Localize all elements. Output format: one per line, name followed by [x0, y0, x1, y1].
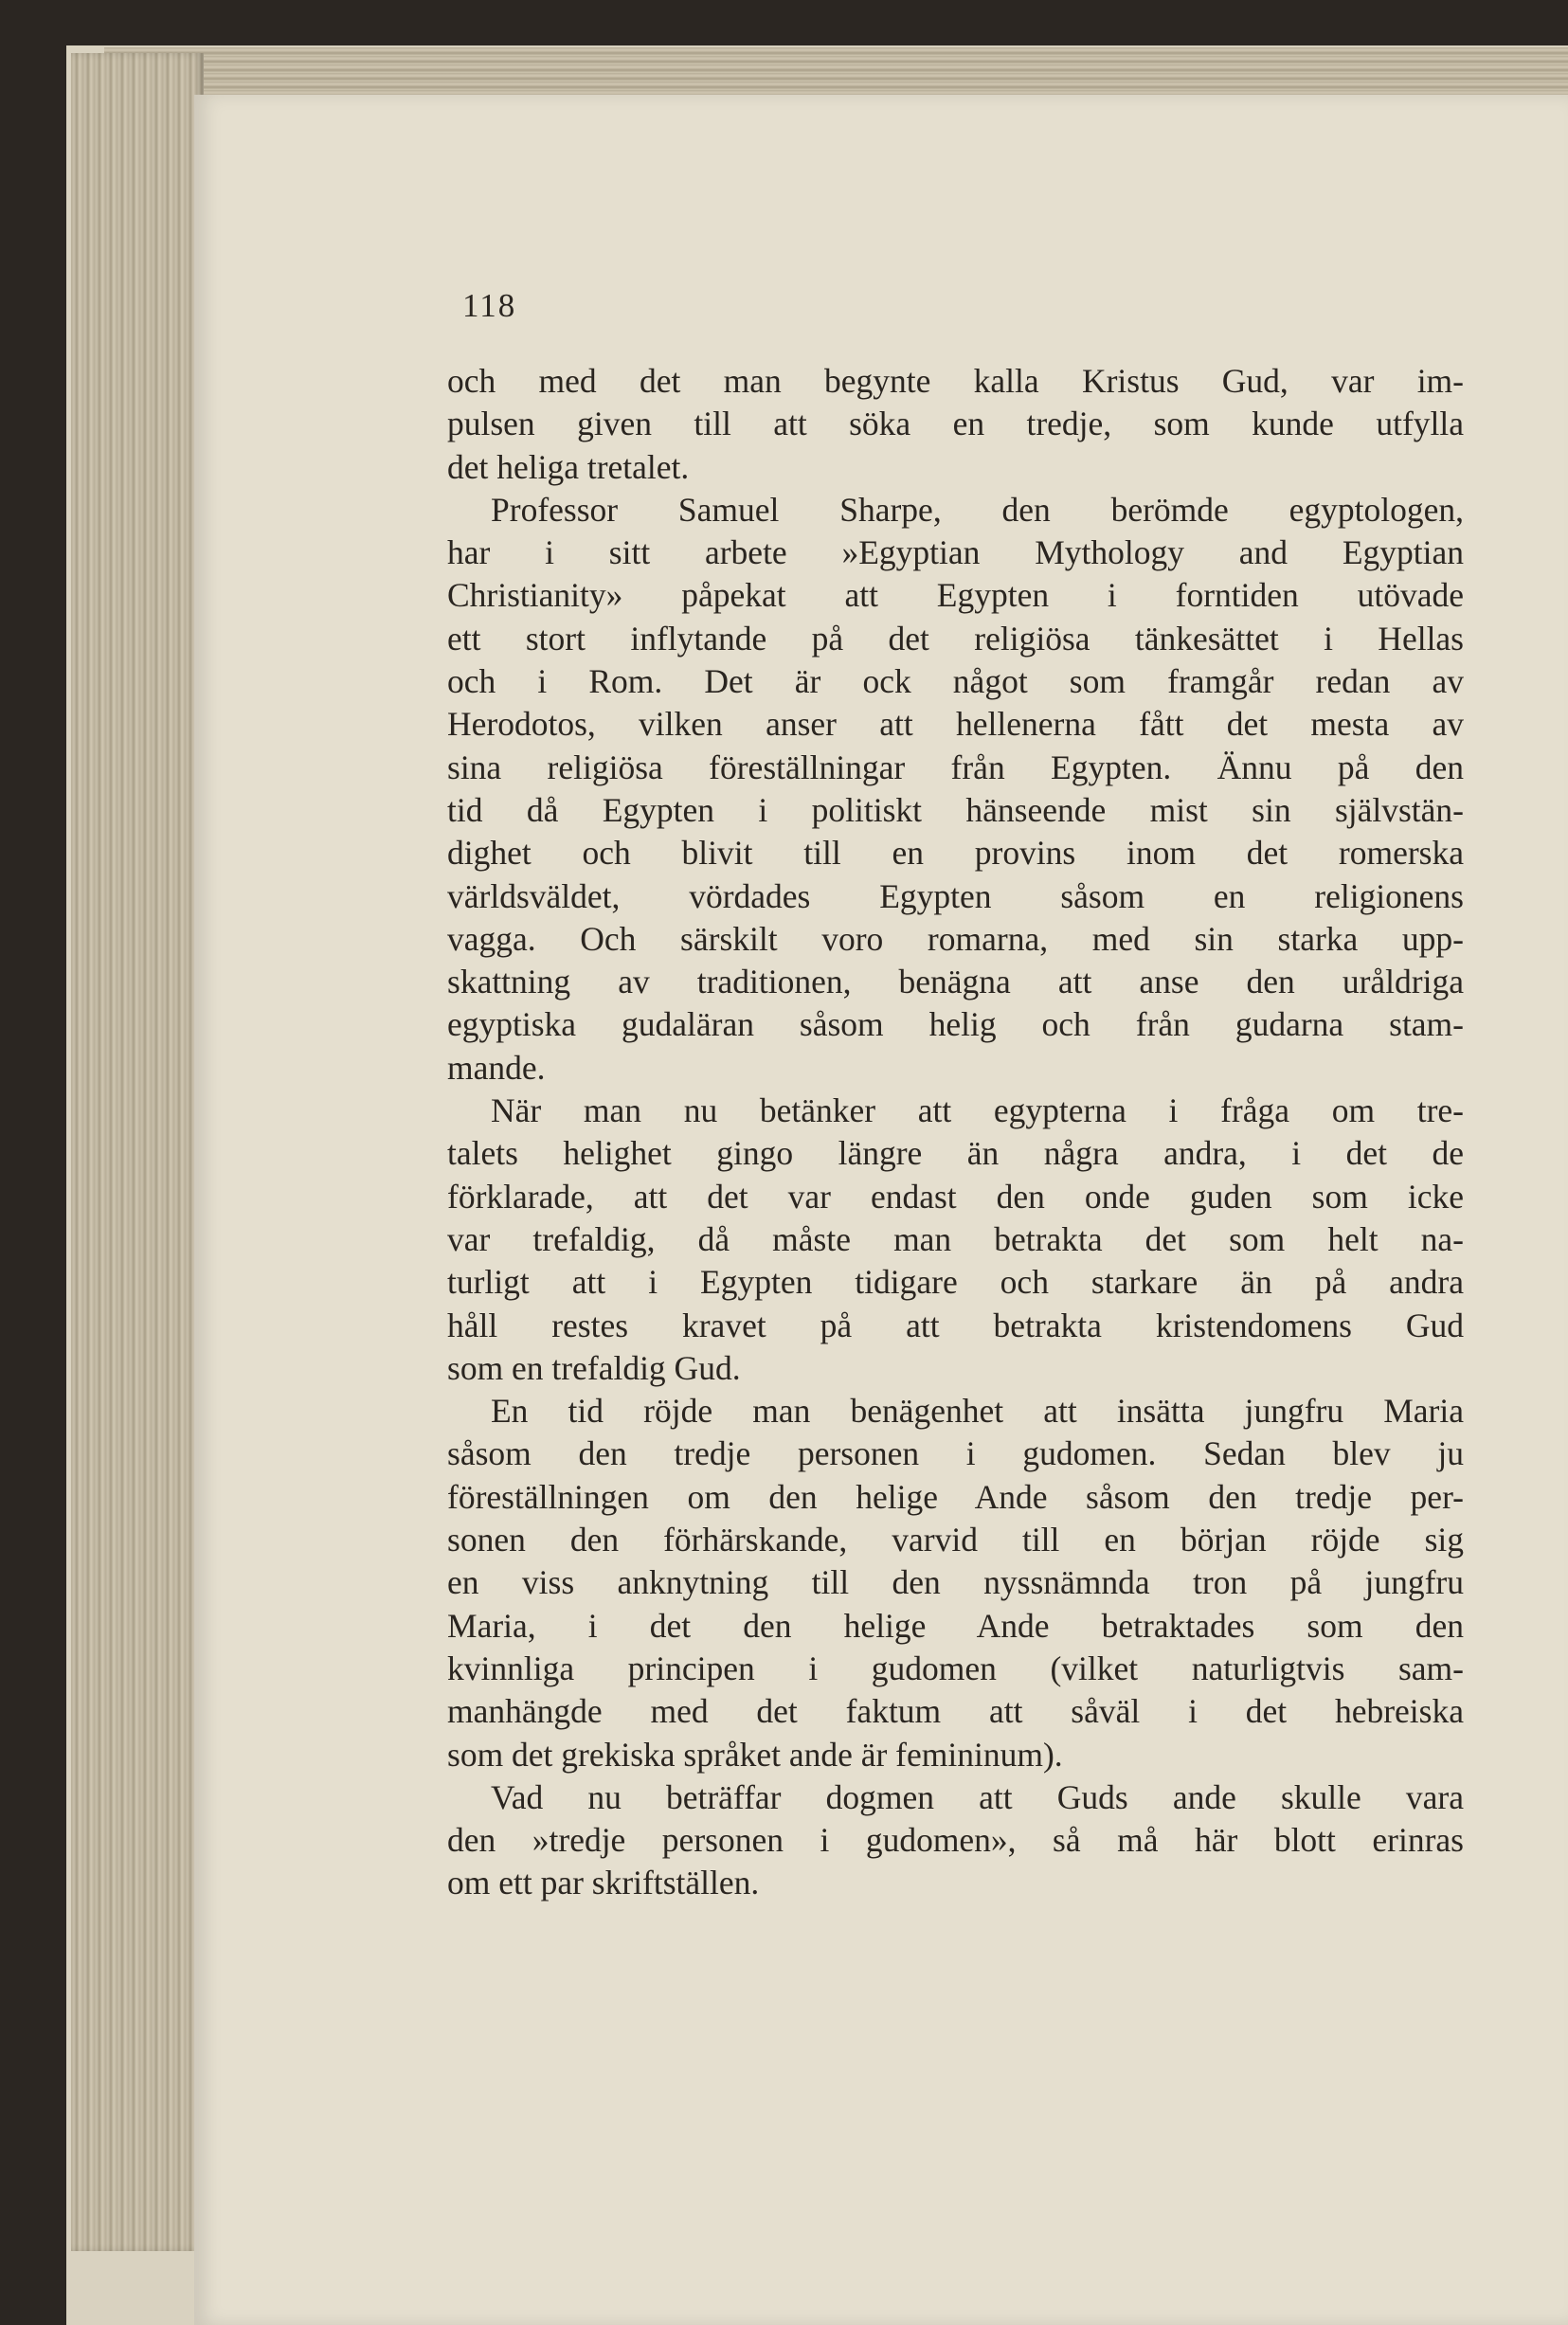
- text-line: ett stort inflytande på det religiösa tänkesättet i Hellas: [447, 619, 1464, 658]
- text-line: sina religiösa föreställningar från Egypten. Ännu på den: [447, 748, 1464, 786]
- text-line: mande.: [447, 1048, 546, 1087]
- page-number: 118: [462, 287, 517, 324]
- body-text: [447, 360, 1464, 1905]
- text-line: En tid röjde man benägenhet att insätta jungfru Maria: [491, 1392, 1464, 1431]
- text-line: den »tredje personen i gudomen», så må här blott erinras: [447, 1821, 1464, 1860]
- text-line: kvinnliga principen i gudomen (vilket naturligtvis sam-: [447, 1649, 1464, 1687]
- text-line: När man nu betänker att egypterna i fråga om tre-: [491, 1091, 1464, 1130]
- text-line: en viss anknytning till den nyssnämnda tron på jungfru: [447, 1563, 1464, 1602]
- text-line: sonen den förhärskande, varvid till en början röjde sig: [447, 1521, 1464, 1559]
- page-stack-left-edge: [71, 53, 204, 2251]
- text-line: Herodotos, vilken anser att hellenerna fått det mesta av: [447, 705, 1464, 744]
- text-line: pulsen given till att söka en tredje, som kunde utfylla: [447, 405, 1464, 443]
- text-line: har i sitt arbete »Egyptian Mythology and Egyptian: [447, 533, 1464, 572]
- text-line: skattning av traditionen, benägna att anse den uråldriga: [447, 963, 1464, 1001]
- text-line: turligt att i Egypten tidigare och starkare än på andra: [447, 1263, 1464, 1302]
- text-line: och med det man begynte kalla Kristus Gud, var im-: [447, 362, 1464, 400]
- text-line: såsom den tredje personen i gudomen. Sedan blev ju: [447, 1434, 1464, 1473]
- text-line: som en trefaldig Gud.: [447, 1348, 741, 1387]
- text-line: egyptiska gudaläran såsom helig och från gudarna stam-: [447, 1005, 1464, 1044]
- text-line: manhängde med det faktum att såväl i det hebreiska: [447, 1692, 1464, 1731]
- text-line: världsväldet, vördades Egypten såsom en religionens: [447, 876, 1464, 915]
- text-line: Christianity» påpekat att Egypten i forntiden utövade: [447, 576, 1464, 615]
- text-line: vagga. Och särskilt voro romarna, med sin starka upp-: [447, 919, 1464, 958]
- text-line: Maria, i det den helige Ande betraktades som den: [447, 1606, 1464, 1645]
- text-line: talets helighet gingo längre än några andra, i det de: [447, 1134, 1464, 1173]
- text-line: Professor Samuel Sharpe, den berömde egyptologen,: [491, 490, 1464, 529]
- text-line: tid då Egypten i politiskt hänseende mist sin självstän-: [447, 790, 1464, 829]
- text-line: som det grekiska språket ande är femininum).: [447, 1735, 1063, 1774]
- text-line: var trefaldig, då måste man betrakta det som helt na-: [447, 1219, 1464, 1258]
- text-line: förklarade, att det var endast den onde guden som icke: [447, 1177, 1464, 1216]
- text-line: det heliga tretalet.: [447, 447, 690, 486]
- text-line: föreställningen om den helige Ande såsom den tredje per-: [447, 1477, 1464, 1516]
- text-line: och i Rom. Det är ock något som framgår redan av: [447, 662, 1464, 701]
- text-line: om ett par skriftställen.: [447, 1864, 760, 1902]
- text-line: dighet och blivit till en provins inom det romerska: [447, 834, 1464, 873]
- text-line: håll restes kravet på att betrakta kristendomens Gud: [447, 1306, 1464, 1344]
- text-line: Vad nu beträffar dogmen att Guds ande skulle vara: [491, 1777, 1464, 1816]
